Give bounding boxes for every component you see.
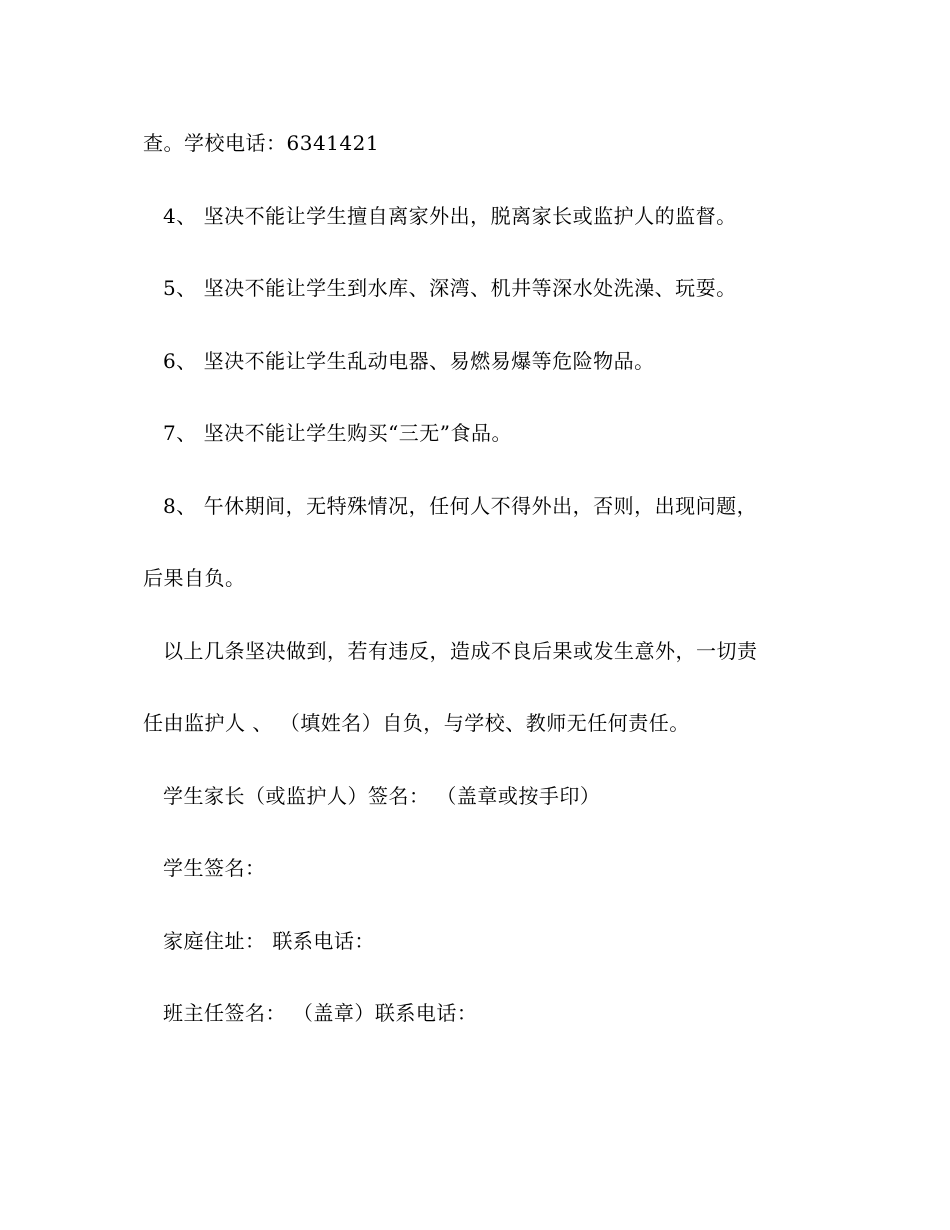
paragraph-rule-6: 6、 坚决不能让学生乱动电器、易燃易爆等危险物品。 [163, 349, 655, 373]
paragraph-rule-5: 5、 坚决不能让学生到水库、深湾、机井等深水处洗澡、玩耍。 [163, 276, 737, 300]
paragraph-rule-7: 7、 坚决不能让学生购买“三无”食品。 [163, 421, 513, 445]
student-signature-line: 学生签名： [163, 856, 266, 880]
paragraph-responsibility: 以上几条坚决做到，若有违反，造成不良后果或发生意外，一切责 [163, 639, 758, 663]
paragraph-school-phone: 查。学校电话：6341421 [143, 131, 380, 155]
paragraph-rule-8-continued: 后果自负。 [143, 566, 246, 590]
paragraph-responsibility-continued: 任由监护人 、 （填姓名）自负，与学校、教师无任何责任。 [143, 711, 690, 735]
paragraph-rule-8: 8、 午休期间，无特殊情况，任何人不得外出，否则，出现问题， [163, 494, 758, 518]
home-address-line: 家庭住址： 联系电话： [163, 929, 375, 953]
teacher-signature-line: 班主任签名： （盖章）联系电话： [163, 1001, 478, 1025]
parent-signature-line: 学生家长（或监护人）签名： （盖章或按手印） [163, 784, 601, 808]
paragraph-rule-4: 4、 坚决不能让学生擅自离家外出，脱离家长或监护人的监督。 [163, 204, 737, 228]
